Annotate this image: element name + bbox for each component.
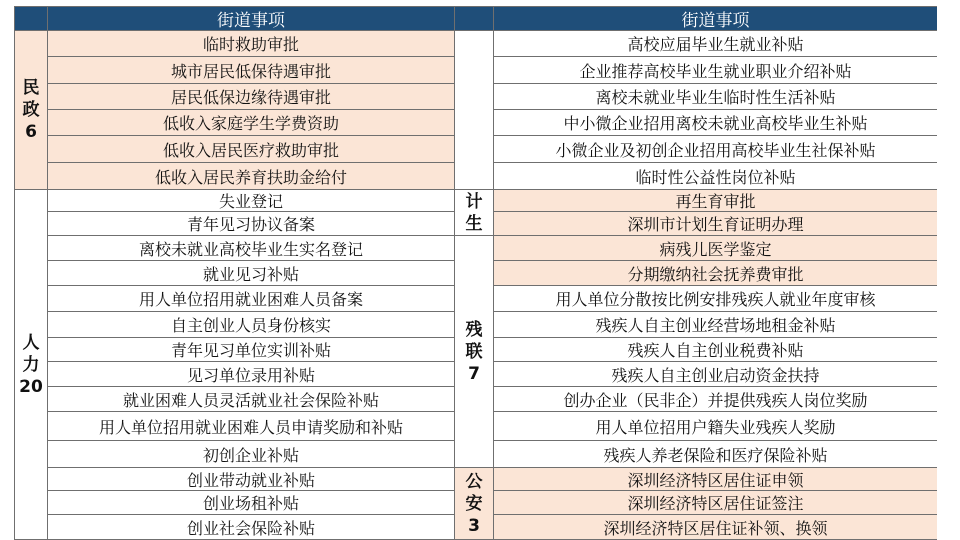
- left-item: 青年见习单位实训补贴: [47, 337, 455, 362]
- right-item: 中小微企业招用离校未就业高校毕业生补贴: [493, 109, 938, 136]
- right-item: 残疾人自主创业启动资金扶持: [493, 361, 938, 387]
- group-line: 残: [465, 319, 483, 340]
- right-item: 用人单位招用户籍失业残疾人奖励: [493, 411, 938, 441]
- right-item: 高校应届毕业生就业补贴: [493, 30, 938, 57]
- left-item: 居民低保边缘待遇审批: [47, 83, 455, 110]
- group-civil-affairs: [14, 30, 48, 190]
- group-human-resources: [14, 189, 48, 540]
- group-line: 安: [465, 493, 483, 514]
- group-line: 6: [25, 122, 37, 142]
- group-family-planning: [454, 189, 494, 236]
- right-item: 创办企业（民非企）并提供残疾人岗位奖励: [493, 386, 938, 412]
- right-item: 残疾人自主创业税费补贴: [493, 337, 938, 362]
- right-item: 深圳经济特区居住证补领、换领: [493, 514, 938, 540]
- group-line: 民: [22, 78, 40, 98]
- group-public-security: [454, 467, 494, 540]
- header-corner-right: [454, 6, 494, 31]
- left-item: 创业社会保险补贴: [47, 514, 455, 540]
- left-item: 用人单位招用就业困难人员申请奖励和补贴: [47, 411, 455, 441]
- left-item: 就业困难人员灵活就业社会保险补贴: [47, 386, 455, 412]
- group-line: 20: [19, 376, 43, 397]
- group-line: 联: [465, 341, 483, 362]
- right-item: 深圳经济特区居住证申领: [493, 467, 938, 491]
- group-line: 政: [22, 100, 40, 120]
- group-line: 人: [22, 332, 40, 353]
- group-disabled-federation: [454, 235, 494, 468]
- group-line: 公: [465, 471, 483, 492]
- left-item: 用人单位招用就业困难人员备案: [47, 285, 455, 312]
- right-item: 小微企业及初创企业招用高校毕业生社保补贴: [493, 135, 938, 163]
- group-blank-employment: [454, 30, 494, 190]
- right-item: 残疾人自主创业经营场地租金补贴: [493, 311, 938, 338]
- left-item: 失业登记: [47, 189, 455, 212]
- left-item: 临时救助审批: [47, 30, 455, 57]
- group-line: 计: [465, 191, 483, 212]
- left-item: 低收入居民医疗救助审批: [47, 135, 455, 163]
- left-item: 见习单位录用补贴: [47, 361, 455, 387]
- left-item: 初创企业补贴: [47, 440, 455, 468]
- right-margin: [937, 0, 960, 540]
- left-item: 创业带动就业补贴: [47, 467, 455, 491]
- left-item: 青年见习协议备案: [47, 211, 455, 236]
- group-line: 生: [465, 213, 483, 234]
- left-item: 城市居民低保待遇审批: [47, 56, 455, 84]
- left-item: 创业场租补贴: [47, 490, 455, 515]
- right-item: 企业推荐高校毕业生就业职业介绍补贴: [493, 56, 938, 84]
- right-item: 残疾人养老保险和医疗保险补贴: [493, 440, 938, 468]
- header-right: 街道事项: [493, 6, 938, 31]
- group-line: 力: [22, 354, 40, 375]
- left-item: 就业见习补贴: [47, 260, 455, 286]
- right-item: 病残儿医学鉴定: [493, 235, 938, 261]
- left-item: 低收入家庭学生学费资助: [47, 109, 455, 136]
- right-item: 离校未就业毕业生临时性生活补贴: [493, 83, 938, 110]
- left-item: 低收入居民养育扶助金给付: [47, 162, 455, 190]
- group-line: 7: [468, 363, 480, 384]
- left-item: 自主创业人员身份核实: [47, 311, 455, 338]
- group-line: 3: [468, 515, 480, 536]
- header-corner-left: [14, 6, 48, 31]
- header-left: 街道事项: [47, 6, 455, 31]
- right-item: 深圳市计划生育证明办理: [493, 211, 938, 236]
- right-item: 临时性公益性岗位补贴: [493, 162, 938, 190]
- right-item: 用人单位分散按比例安排残疾人就业年度审核: [493, 285, 938, 312]
- left-item: 离校未就业高校毕业生实名登记: [47, 235, 455, 261]
- right-item: 再生育审批: [493, 189, 938, 212]
- right-item: 深圳经济特区居住证签注: [493, 490, 938, 515]
- right-item: 分期缴纳社会抚养费审批: [493, 260, 938, 286]
